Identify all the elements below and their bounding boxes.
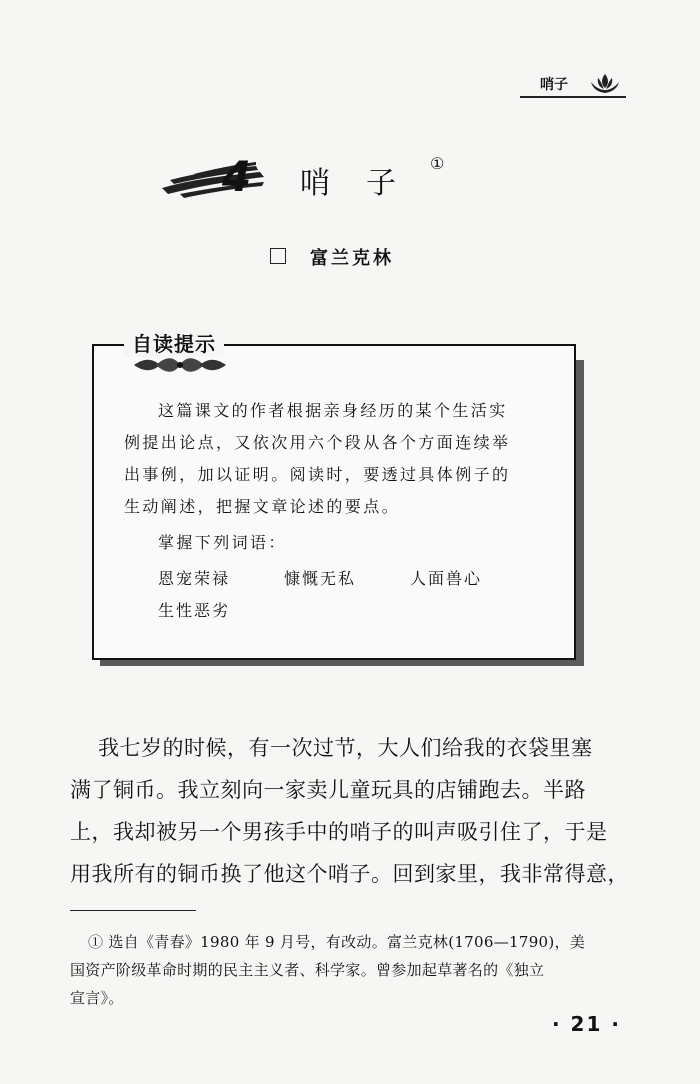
body-line-2: 满了铜币。我立刻向一家卖儿童玩具的店铺跑去。半路	[70, 778, 586, 802]
tip-line-3: 出事例，加以证明。阅读时，要透过具体例子的	[124, 465, 511, 484]
body-line-3: 上，我却被另一个男孩手中的哨子的叫声吸引住了，于是	[70, 820, 608, 844]
floral-ornament-icon	[130, 356, 230, 378]
footnote-line-2: 国资产阶级革命时期的民主主义者、科学家。曾参加起草著名的《独立	[70, 961, 545, 979]
lesson-name: 哨子	[300, 166, 432, 201]
lesson-title	[160, 150, 480, 210]
vocab-word: 慷慨无私	[284, 569, 357, 588]
footnote-line-3: 宣言》。	[70, 989, 124, 1007]
tip-line-5: 掌握下列词语：	[158, 533, 287, 552]
vocab-word: 生性恶劣	[158, 601, 231, 620]
footnote-reference: ①	[430, 154, 445, 173]
tip-line-1: 这篇课文的作者根据亲身经历的某个生活实	[158, 401, 508, 420]
tip-line-2: 例提出论点，又依次用六个段从各个方面连续举	[124, 433, 511, 452]
author-name: 富兰克林	[310, 248, 394, 269]
running-header-title: 哨子	[540, 77, 568, 93]
body-line-4: 用我所有的铜币换了他这个哨子。回到家里，我非常得意，	[70, 862, 629, 886]
lesson-number: 4	[222, 152, 250, 201]
body-line-1: 我七岁的时候，有一次过节，大人们给我的衣袋里塞	[98, 736, 593, 760]
vocab-word: 恩宠荣禄	[158, 569, 231, 588]
lotus-hands-icon	[588, 70, 622, 100]
vocab-word: 人面兽心	[410, 569, 483, 588]
running-header	[520, 70, 626, 98]
footnote-line-1: ① 选自《青春》1980 年 9 月号，有改动。富兰克林(1706—1790)，美	[88, 933, 586, 951]
tip-line-4: 生动阐述，把握文章论述的要点。	[124, 497, 401, 516]
page-number: · 21 ·	[552, 1012, 621, 1036]
reading-tips-heading: 自读提示	[124, 328, 224, 357]
footnote-divider	[70, 910, 196, 911]
square-icon	[270, 248, 286, 264]
